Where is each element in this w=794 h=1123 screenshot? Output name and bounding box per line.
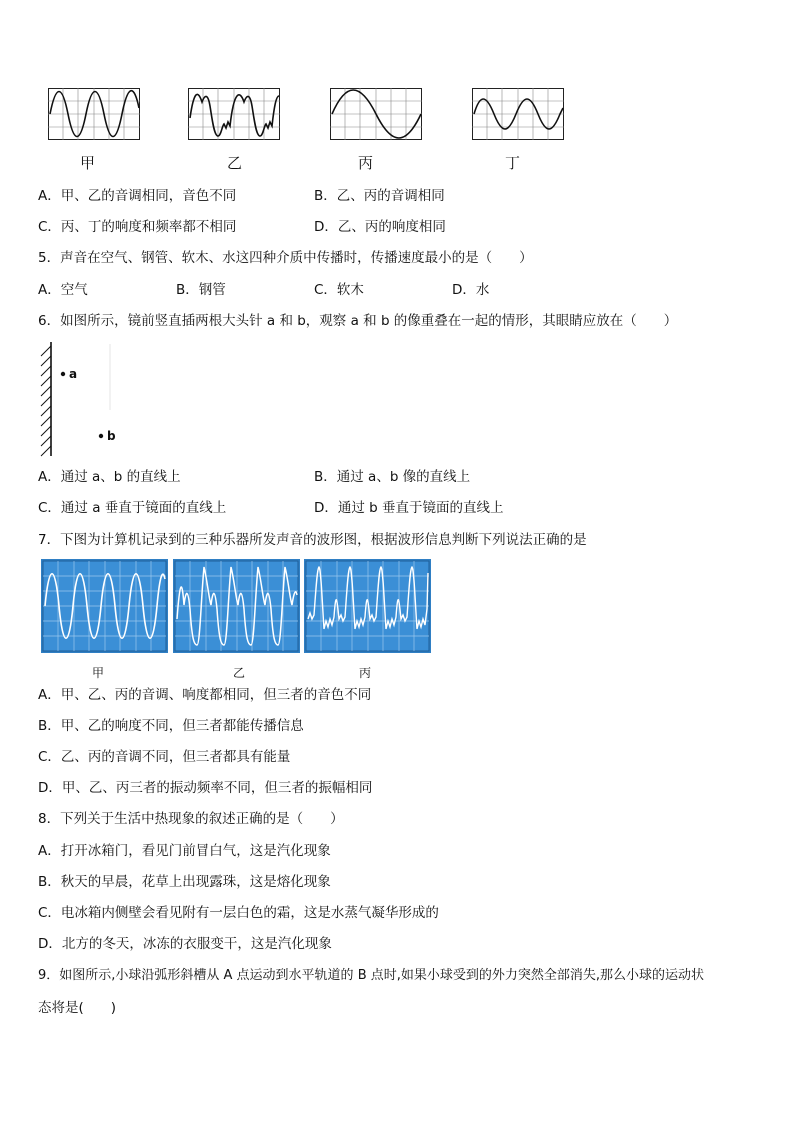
wave-label-bing: 丙 (358, 154, 374, 172)
q5-question: 5．声音在空气、钢管、软木、水这四种介质中传播时，传播速度最小的是（ ） (38, 250, 533, 266)
q8-option-a: A．打开冰箱门，看见门前冒白气，这是汽化现象 (38, 843, 331, 859)
q8-option-c: C．电冰箱内侧壁会看见附有一层白色的霜，这是水蒸气凝华形成的 (38, 905, 439, 921)
q9-question-line1: 9．如图所示,小球沿弧形斜槽从 A 点运动到水平轨道的 B 点时,如果小球受到的外力突然全部消失,那么小球的运动状 (38, 968, 705, 983)
q7-question: 7．下图为计算机记录到的三种乐器所发声音的波形图，根据波形信息判断下列说法正确的是 (38, 532, 587, 548)
pin-b-label: b (107, 429, 116, 443)
q9-question-line2: 态将是( ) (38, 1000, 117, 1016)
oscilloscope-jia (41, 559, 168, 653)
q6-option-b: B．通过 a、b 像的直线上 (314, 469, 471, 485)
q4-option-b: B．乙、丙的音调相同 (314, 188, 445, 204)
waveform-yi (188, 88, 280, 140)
wave-label-ding: 丁 (505, 154, 521, 172)
pin-b-dot (99, 434, 103, 438)
osc-label-yi: 乙 (233, 666, 246, 680)
q8-option-b: B．秋天的早晨，花草上出现露珠，这是熔化现象 (38, 874, 331, 890)
waveform-bing (330, 88, 422, 140)
q7-option-b: B．甲、乙的响度不同，但三者都能传播信息 (38, 718, 304, 734)
wave-label-yi: 乙 (227, 154, 243, 172)
q5-option-b: B．钢管 (176, 282, 226, 298)
q4-option-a: A．甲、乙的音调相同，音色不同 (38, 188, 237, 204)
waveform-jia (48, 88, 140, 140)
waveform-ding (472, 88, 564, 140)
osc-label-bing: 丙 (359, 666, 372, 680)
pin-a-label: a (69, 367, 78, 381)
osc-label-jia: 甲 (92, 666, 105, 680)
oscilloscope-bing (304, 559, 431, 653)
pin-a-dot (61, 372, 65, 376)
wave-label-jia: 甲 (80, 154, 96, 172)
q5-option-d: D．水 (452, 282, 490, 298)
oscilloscope-yi (173, 559, 300, 653)
q5-option-a: A．空气 (38, 282, 88, 298)
q6-option-a: A．通过 a、b 的直线上 (38, 469, 181, 485)
q7-option-d: D．甲、乙、丙三者的振动频率不同，但三者的振幅相同 (38, 780, 373, 796)
q7-option-a: A．甲、乙、丙的音调、响度都相同，但三者的音色不同 (38, 687, 372, 703)
q7-option-c: C．乙、丙的音调不同，但三者都具有能量 (38, 749, 291, 765)
q6-option-c: C．通过 a 垂直于镜面的直线上 (38, 500, 227, 516)
q6-question: 6．如图所示，镜前竖直插两根大头针 a 和 b，观察 a 和 b 的像重叠在一起的情形，其眼睛应放在（ ） (38, 313, 678, 329)
q4-option-d: D．乙、丙的响度相同 (314, 219, 446, 235)
q5-option-c: C．软木 (314, 282, 364, 298)
q8-option-d: D．北方的冬天，冰冻的衣服变干，这是汽化现象 (38, 936, 332, 952)
q8-question: 8．下列关于生活中热现象的叙述正确的是（ ） (38, 811, 344, 827)
mirror-diagram (38, 340, 118, 460)
q6-option-d: D．通过 b 垂直于镜面的直线上 (314, 500, 504, 516)
q4-option-c: C．丙、丁的响度和频率都不相同 (38, 219, 237, 235)
